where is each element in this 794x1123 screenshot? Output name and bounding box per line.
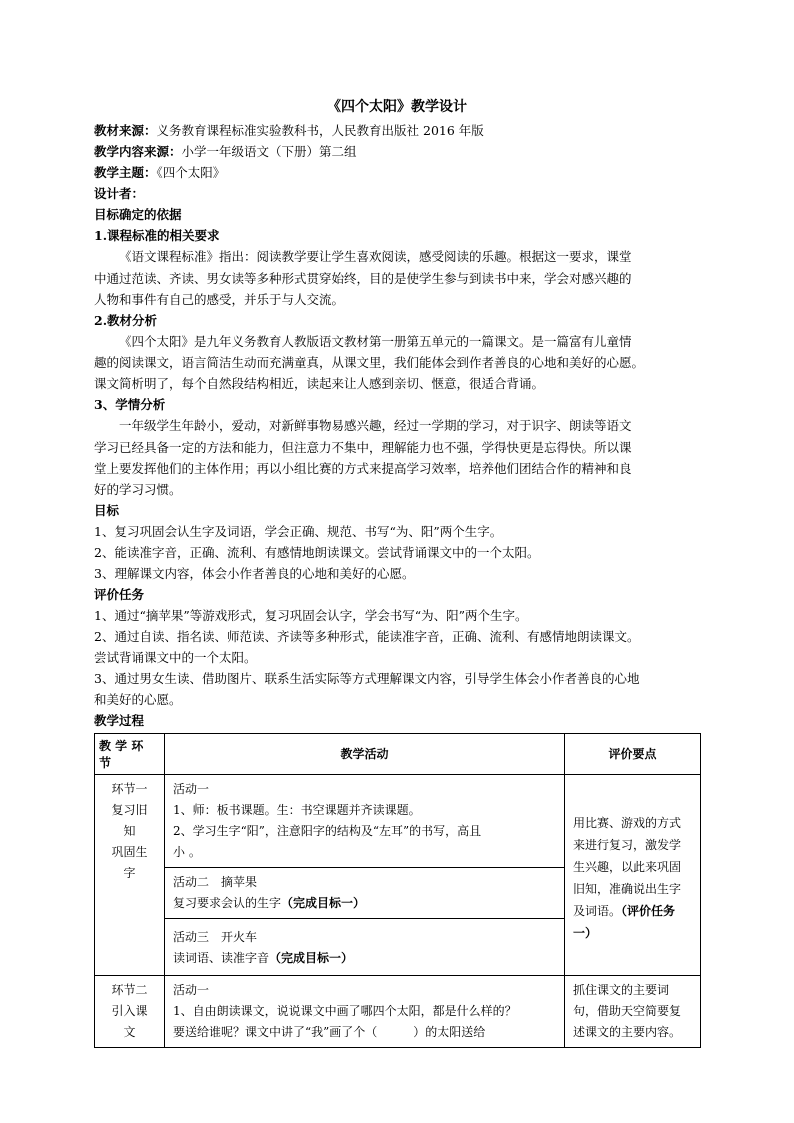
activity-cell <box>165 774 565 867</box>
table-row <box>95 774 701 867</box>
meta-textbook-source <box>94 120 700 141</box>
meta-value: 小学一年级语文（下册）第二组 <box>181 144 357 159</box>
meta-label: 教学主题： <box>94 165 157 180</box>
activity-goal: （完成目标一） <box>281 895 366 910</box>
table-row <box>95 975 701 1047</box>
meta-value: 《四个太阳》 <box>156 165 226 180</box>
meta-label: 教材来源： <box>94 123 157 138</box>
table-header-row <box>95 733 701 774</box>
activity-line: 2、学习生字“阳”，注意阳字的结构及“左耳”的书写，高且 <box>173 823 482 838</box>
eval-line <box>573 900 692 922</box>
section-heading: 3、学情分析 <box>94 397 166 412</box>
activity-cell <box>165 867 565 918</box>
activity-title: 活动三 开火车 <box>173 929 258 944</box>
stage-line: 巩固生 <box>111 844 148 859</box>
eval-line: 生兴趣，以此来巩固 <box>573 859 682 874</box>
stage-line: 环节一 <box>111 781 148 796</box>
meta-content-source <box>94 141 700 162</box>
section-paragraph-line: 《四个太阳》是九年义务教育人教版语文教材第一册第五单元的一篇课文。是一篇富有儿童情 <box>119 333 632 349</box>
meta-designer <box>94 183 700 204</box>
eval-line: 述课文的主要内容。 <box>573 1024 682 1039</box>
section-paragraph-line: 堂上要发挥他们的主体作用；再以小组比赛的方式来提高学习效率，培养他们团结合作的精神和良 <box>94 460 632 476</box>
stage-cell <box>95 774 165 975</box>
goal-item: 1、复习巩固会认生字及词语，学会正确、规范、书写“为、阳”两个生字。 <box>94 523 503 539</box>
activity-cell <box>165 918 565 975</box>
eval-line: 句，借助天空简要复 <box>573 1003 682 1018</box>
meta-topic <box>94 162 700 183</box>
activity-goal: （完成目标一） <box>269 950 354 965</box>
goal-item: 2、能读准字音，正确、流利、有感情地朗读课文。尝试背诵课文中的一个太阳。 <box>94 544 540 560</box>
eval-line: 抓住课文的主要词 <box>573 982 670 997</box>
eval-task-item: 1、通过“摘苹果”等游戏形式，复习巩固会认字，学会书写“为、阳”两个生字。 <box>94 607 528 623</box>
basis-heading: 目标确定的依据 <box>94 207 182 222</box>
document-title: 《四个太阳》教学设计 <box>327 99 467 115</box>
stage-line: 文 <box>123 1024 136 1039</box>
activity-line: 活动一 <box>173 982 210 997</box>
eval-task-ref: （评价任务 <box>621 903 676 918</box>
section-paragraph-line: 《语文课程标准》指出：阅读教学要让学生喜欢阅读，感受阅读的乐趣。根据这一要求，课堂 <box>119 249 632 264</box>
stage-line: 环节二 <box>111 982 148 997</box>
document-page <box>94 96 700 1048</box>
section-paragraph-line: 一年级学生年龄小，爱动，对新鲜事物易感兴趣，经过一学期的学习，对于识字、朗读等语文 <box>119 418 632 433</box>
header-stage <box>95 733 165 774</box>
stage-line: 引入课 <box>111 1003 148 1018</box>
header-activity: 教学活动 <box>165 733 565 774</box>
eval-cell <box>565 975 701 1047</box>
eval-task-item: 和美好的心愿。 <box>94 691 182 707</box>
eval-line: 用比赛、游戏的方式 <box>573 815 682 830</box>
activity-line: 小 。 <box>173 844 201 859</box>
activity-cell <box>165 975 565 1047</box>
activity-line: 活动一 <box>173 781 210 796</box>
eval-task-item: 3、通过男女生读、借助图片、联系生活实际等方式理解课文内容，引导学生体会小作者善良的心地 <box>94 670 640 686</box>
process-heading: 教学过程 <box>94 712 145 728</box>
activity-line: 要送给谁呢？课文中讲了“我”画了个（ ）的太阳送给 <box>173 1024 486 1039</box>
stage-line: 知 <box>123 823 136 838</box>
stage-line: 字 <box>123 865 136 880</box>
eval-line: 一） <box>573 925 598 940</box>
header-eval: 评价要点 <box>565 733 701 774</box>
section-heading: 2.教材分析 <box>94 312 158 328</box>
section-paragraph-line: 好的学习习惯。 <box>94 481 182 497</box>
section-paragraph-line: 中通过范读、齐读、男女读等多种形式贯穿始终，目的是使学生参与到读书中来，学会对感兴趣的 <box>94 270 632 286</box>
section-heading: 1.课程标准的相关要求 <box>94 228 220 243</box>
section-paragraph-line: 课文简析明了，每个自然段结构相近，读起来让人感到亲切、惬意，很适合背诵。 <box>94 376 545 391</box>
stage-cell <box>95 975 165 1047</box>
meta-label: 教学内容来源： <box>94 144 182 159</box>
teaching-process-table <box>94 733 701 1048</box>
activity-desc: 复习要求会认的生字 <box>173 895 282 910</box>
section-paragraph-line: 趣的阅读课文，语言简洁生动而充满童真，从课文里，我们能体会到作者善良的心地和美好的心愿。 <box>94 355 645 370</box>
goal-item: 3、理解课文内容，体会小作者善良的心地和美好的心愿。 <box>94 565 415 581</box>
activity-line <box>173 893 556 914</box>
section-paragraph-line: 人物和事件有自己的感受，并乐于与人交流。 <box>94 291 345 307</box>
eval-task-item: 2、通过自读、指名读、师范读、齐读等多种形式，能读准字音，正确、流利、有感情地朗读课文。 <box>94 628 640 644</box>
eval-cell <box>565 774 701 975</box>
header-stage-line: 节 <box>99 755 112 770</box>
eval-line: 来进行复习，激发学 <box>573 837 682 852</box>
activity-title: 活动二 摘苹果 <box>173 874 258 889</box>
stage-line: 复习旧 <box>111 802 148 817</box>
eval-tasks-heading: 评价任务 <box>94 586 145 602</box>
eval-text: 及词语。 <box>573 903 622 918</box>
activity-desc: 读词语、读准字音 <box>173 950 270 965</box>
section-paragraph-line: 学习已经具备一定的方法和能力，但注意力不集中，理解能力也不强，学得快更是忘得快。所以课 <box>94 439 632 455</box>
activity-line <box>173 948 556 969</box>
goals-heading: 目标 <box>94 502 120 518</box>
activity-line: 1、师：板书课题。生：书空课题并齐读课题。 <box>173 802 421 817</box>
eval-line: 旧知，准确说出生字 <box>573 881 682 896</box>
activity-line: 1、自由朗读课文，说说课文中画了哪四个太阳，都是什么样的？ <box>173 1003 517 1018</box>
meta-label: 设计者： <box>94 186 145 201</box>
header-stage-line: 教 学 环 <box>99 738 144 753</box>
meta-value: 义务教育课程标准实验教科书，人民教育出版社 2016 年版 <box>156 123 484 138</box>
eval-task-item: 尝试背诵课文中的一个太阳。 <box>94 649 257 665</box>
